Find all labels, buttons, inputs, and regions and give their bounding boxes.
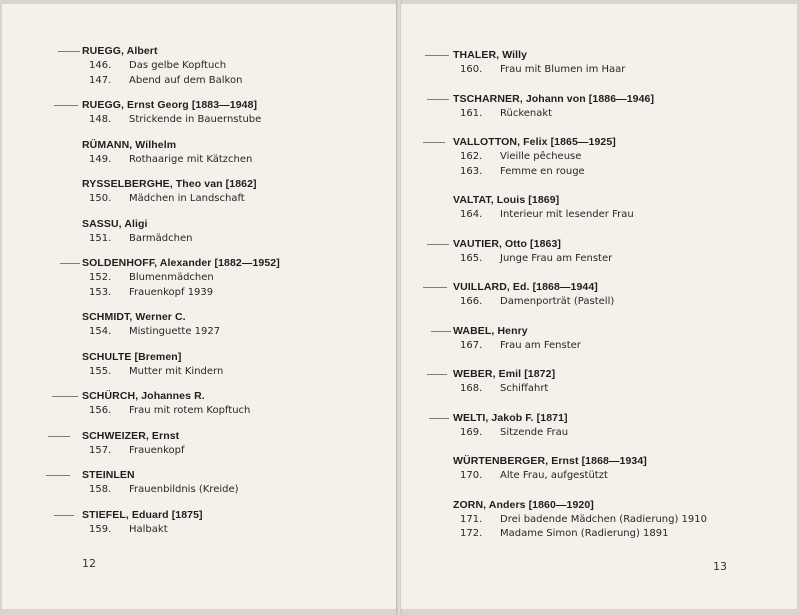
pencil-tick-mark [48, 436, 70, 437]
pencil-tick-mark [52, 396, 78, 397]
artwork-line [453, 527, 707, 542]
catalog-number: 148. [89, 114, 112, 125]
artwork-title: Strickende in Bauernstube [129, 114, 262, 125]
artist-name: SCHULTE [Bremen] [82, 350, 182, 363]
catalog-number: 155. [89, 365, 112, 377]
artist-name: ZORN, Anders [1860—1920] [453, 498, 594, 511]
catalog-number: 159. [89, 523, 112, 535]
catalog-entry [453, 454, 707, 484]
catalog-number: 168. [460, 383, 483, 394]
artwork-title: Frauenbildnis (Kreide) [129, 484, 239, 495]
artist-name: WEBER, Emil [1872] [453, 368, 556, 380]
catalog-number: 170. [460, 470, 483, 481]
catalog-entry [453, 498, 707, 542]
artist-name: VALLOTTON, Felix [1865—1925] [453, 136, 616, 148]
catalog-entry [82, 98, 280, 128]
artwork-title: Barmädchen [129, 232, 193, 244]
catalog-entry [82, 217, 280, 247]
catalog-entry [82, 350, 280, 380]
catalog-number: 151. [89, 232, 112, 244]
catalog-entry [453, 280, 707, 310]
artwork-line [82, 444, 280, 459]
catalog-entry [82, 389, 280, 419]
artwork-line [453, 107, 707, 122]
artist-name: STEINLEN [82, 469, 135, 481]
artist-name: TSCHARNER, Johann von [1886—1946] [453, 92, 655, 105]
catalog-entry [453, 135, 707, 179]
artist-name: SCHWEIZER, Ernst [82, 429, 180, 442]
artwork-title: Sitzende Frau [500, 426, 569, 438]
artist-name: WELTI, Jakob F. [1871] [453, 411, 568, 424]
artwork-line [82, 74, 280, 89]
artwork-line [453, 63, 707, 78]
pencil-tick-mark [425, 55, 449, 56]
artwork-title: Interieur mit lesender Frau [500, 209, 634, 220]
catalog-entry [453, 193, 707, 223]
artwork-title: Blumenmädchen [129, 272, 214, 283]
artwork-line [82, 404, 280, 419]
artwork-title: Frau am Fenster [500, 339, 581, 351]
catalog-number: 150. [89, 193, 112, 204]
artwork-title: Alte Frau, aufgestützt [500, 470, 608, 481]
artwork-title: Das gelbe Kopftuch [129, 60, 227, 71]
artist-name: RUEGG, Ernst Georg [1883—1948] [82, 99, 258, 111]
catalog-entry [82, 44, 280, 88]
catalog-entry [82, 256, 280, 300]
right-page [401, 4, 797, 609]
artwork-line [453, 469, 707, 484]
catalog-entry [82, 468, 280, 498]
left-page-number: 12 [82, 557, 96, 570]
catalog-number: 149. [89, 153, 112, 165]
artwork-line [82, 59, 280, 74]
artwork-title: Junge Frau am Fenster [500, 252, 613, 264]
catalog-number: 160. [460, 64, 483, 75]
artist-name: RYSSELBERGHE, Theo van [1862] [82, 178, 257, 190]
artist-name: RUEGG, Albert [82, 45, 158, 57]
artwork-title: Vieille pêcheuse [500, 151, 582, 162]
catalog-number: 146. [89, 60, 112, 71]
catalog-number: 169. [460, 426, 483, 438]
artwork-line [82, 271, 280, 286]
artist-name: SASSU, Aligi [82, 217, 148, 230]
artwork-title: Madame Simon (Radierung) 1891 [500, 528, 669, 539]
artwork-line [82, 483, 280, 498]
artwork-title: Frau mit rotem Kopftuch [129, 405, 251, 416]
catalog-number: 172. [460, 528, 483, 539]
artwork-title: Abend auf dem Balkon [129, 74, 243, 86]
artwork-line [453, 165, 707, 180]
catalog-number: 152. [89, 272, 112, 283]
artwork-line [82, 232, 280, 247]
catalog-number: 161. [460, 107, 483, 119]
artist-name: THALER, Willy [453, 49, 528, 61]
artist-name: SOLDENHOFF, Alexander [1882—1952] [82, 257, 280, 269]
catalog-entry [453, 367, 707, 397]
pencil-tick-mark [427, 374, 447, 375]
artwork-title: Halbakt [129, 523, 168, 535]
pencil-tick-mark [431, 331, 451, 332]
pencil-tick-mark [58, 51, 80, 52]
artwork-title: Mutter mit Kindern [129, 365, 224, 377]
pencil-tick-mark [427, 244, 449, 245]
artwork-line [82, 365, 280, 380]
left-page [2, 4, 398, 609]
catalog-number: 147. [89, 74, 112, 86]
artwork-line [453, 426, 707, 441]
catalog-entry [453, 411, 707, 441]
artist-name: VUILLARD, Ed. [1868—1944] [453, 281, 598, 293]
catalog-entry [82, 508, 280, 538]
catalog-number: 156. [89, 405, 112, 416]
artist-name: SCHÜRCH, Johannes R. [82, 390, 205, 402]
catalog-number: 153. [89, 286, 112, 298]
artwork-title: Rothaarige mit Kätzchen [129, 153, 253, 165]
catalog-number: 154. [89, 326, 112, 337]
catalog-entry [453, 237, 707, 267]
catalog-entry [453, 48, 707, 78]
artwork-line [82, 523, 280, 538]
catalog-number: 164. [460, 209, 483, 220]
artwork-line [453, 252, 707, 267]
artwork-title: Mistinguette 1927 [129, 326, 221, 337]
artwork-line [453, 150, 707, 165]
pencil-tick-mark [54, 515, 74, 516]
pencil-tick-mark [427, 99, 449, 100]
catalog-number: 167. [460, 339, 483, 351]
catalog-entry [453, 92, 707, 122]
artwork-line [453, 382, 707, 397]
catalog-number: 163. [460, 165, 483, 177]
artwork-line [82, 192, 280, 207]
catalog-number: 165. [460, 252, 483, 264]
artwork-line [82, 113, 280, 128]
artwork-line [453, 295, 707, 310]
artwork-title: Drei badende Mädchen (Radierung) 1910 [500, 513, 708, 525]
artwork-title: Femme en rouge [500, 165, 585, 177]
artist-name: VALTAT, Louis [1869] [453, 194, 560, 206]
pencil-tick-mark [423, 142, 445, 143]
artwork-line [82, 153, 280, 168]
pencil-tick-mark [46, 475, 70, 476]
artwork-line [82, 325, 280, 340]
pencil-tick-mark [429, 418, 449, 419]
catalog-number: 162. [460, 151, 483, 162]
artwork-title: Schiffahrt [500, 383, 549, 394]
artwork-line [453, 208, 707, 223]
artwork-line [82, 286, 280, 301]
catalog-number: 171. [460, 513, 483, 525]
artwork-title: Mädchen in Landschaft [129, 193, 245, 204]
artist-name: VAUTIER, Otto [1863] [453, 237, 561, 250]
artwork-title: Rückenakt [500, 107, 553, 119]
artist-name: SCHMIDT, Werner C. [82, 311, 186, 323]
artwork-title: Frauenkopf 1939 [129, 286, 214, 298]
left-entry-list [82, 44, 280, 547]
catalog-entry [453, 324, 707, 354]
pencil-tick-mark [423, 287, 447, 288]
pencil-tick-mark [60, 263, 80, 264]
catalog-number: 166. [460, 296, 483, 307]
artwork-title: Frauenkopf [129, 444, 185, 456]
artwork-line [453, 513, 707, 528]
artist-name: WÜRTENBERGER, Ernst [1868—1934] [453, 455, 647, 467]
artwork-title: Frau mit Blumen im Haar [500, 64, 626, 75]
right-entry-list [453, 48, 707, 556]
pencil-tick-mark [54, 105, 78, 106]
artist-name: WABEL, Henry [453, 324, 528, 337]
artist-name: STIEFEL, Eduard [1875] [82, 508, 203, 521]
artist-name: RÜMANN, Wilhelm [82, 138, 177, 151]
artwork-title: Damenporträt (Pastell) [500, 296, 615, 307]
catalog-entry [82, 138, 280, 168]
catalog-entry [82, 177, 280, 207]
right-page-number: 13 [713, 560, 727, 573]
catalog-entry [82, 310, 280, 340]
catalog-number: 158. [89, 484, 112, 495]
catalog-entry [82, 429, 280, 459]
catalog-number: 157. [89, 444, 112, 456]
artwork-line [453, 339, 707, 354]
